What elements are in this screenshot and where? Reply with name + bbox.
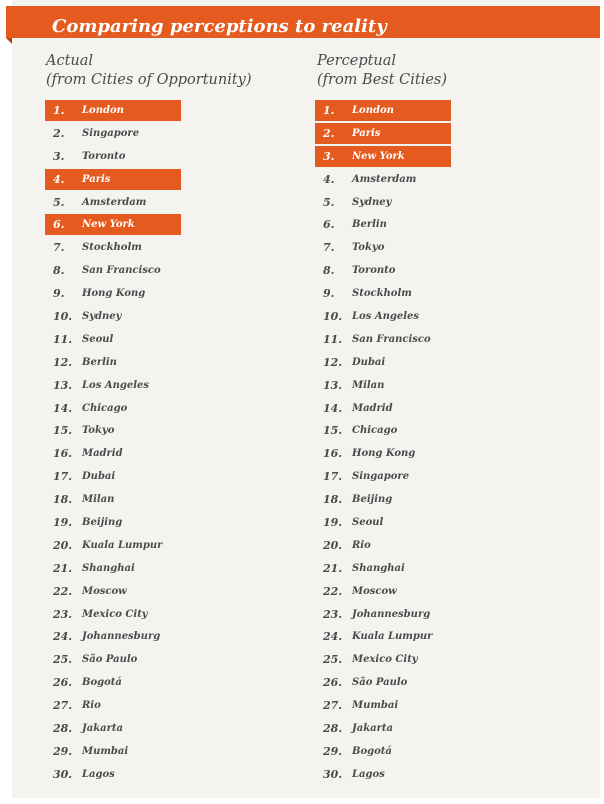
rank-number: 3.: [53, 149, 65, 163]
rank-number: 27.: [53, 699, 73, 713]
city-name: Jakarta: [82, 723, 123, 735]
perceptual-heading-title: Perceptual: [317, 53, 397, 69]
perceptual-list-item: [315, 375, 451, 396]
rank-number: 1.: [53, 104, 65, 117]
city-name: Kuala Lumpur: [82, 539, 163, 551]
rank-number: 2.: [323, 126, 335, 140]
city-name: Bogotá: [82, 677, 122, 689]
city-name: Sydney: [352, 196, 392, 208]
city-name: Moscow: [352, 585, 397, 597]
rank-number: 12.: [323, 355, 343, 369]
perceptual-list-item: [315, 398, 451, 419]
city-name: Amsterdam: [352, 173, 417, 185]
rank-number: 28.: [53, 722, 73, 736]
city-name: Mexico City: [82, 608, 148, 620]
rank-number: 18.: [323, 493, 343, 507]
rank-number: 1.: [323, 104, 335, 117]
rank-number: 29.: [323, 744, 343, 758]
rank-number: 26.: [53, 676, 73, 690]
city-name: Paris: [82, 173, 111, 185]
city-name: Kuala Lumpur: [352, 631, 433, 643]
rank-number: 5.: [53, 195, 65, 209]
city-name: Milan: [352, 379, 385, 391]
actual-list-item: [45, 672, 181, 693]
actual-list-item: [45, 443, 181, 464]
rank-number: 12.: [53, 355, 73, 369]
rank-number: 17.: [323, 470, 343, 484]
rank-number: 24.: [323, 630, 343, 644]
city-name: Tokyo: [352, 242, 385, 254]
page-title: Comparing perceptions to reality: [52, 16, 387, 37]
city-name: Los Angeles: [352, 311, 419, 323]
rank-number: 9.: [323, 287, 335, 301]
actual-list-item: [45, 695, 181, 716]
city-name: Bogotá: [352, 745, 392, 757]
perceptual-list-item: [315, 100, 451, 121]
city-name: Mumbai: [352, 700, 399, 712]
city-name: Stockholm: [82, 242, 142, 254]
rank-number: 9.: [53, 287, 65, 301]
rank-number: 25.: [53, 653, 73, 667]
rank-number: 7.: [323, 241, 335, 255]
perceptual-list-item: [315, 260, 451, 281]
city-name: Seoul: [352, 517, 384, 529]
perceptual-list-item: [315, 581, 451, 602]
rank-number: 13.: [323, 378, 343, 392]
actual-list-item: [45, 100, 181, 121]
actual-list-item: [45, 306, 181, 327]
actual-list-item: [45, 581, 181, 602]
city-name: Dubai: [352, 356, 386, 368]
rank-number: 19.: [323, 516, 343, 530]
rank-number: 6.: [323, 218, 335, 232]
city-name: Chicago: [82, 402, 128, 414]
perceptual-list-item: [315, 718, 451, 739]
rank-number: 26.: [323, 676, 343, 690]
city-name: Hong Kong: [352, 448, 416, 460]
city-name: Sydney: [82, 311, 122, 323]
city-name: Mumbai: [82, 745, 129, 757]
rank-number: 21.: [53, 561, 73, 575]
city-name: Toronto: [352, 265, 396, 277]
perceptual-list-item: [315, 764, 451, 785]
rank-number: 20.: [53, 538, 73, 552]
perceptual-list-item: [315, 329, 451, 350]
rank-number: 10.: [323, 310, 343, 324]
actual-list-item: [45, 718, 181, 739]
city-name: Moscow: [82, 585, 127, 597]
actual-list-item: [45, 329, 181, 350]
rank-number: 16.: [323, 447, 343, 461]
actual-list-item: [45, 420, 181, 441]
rank-number: 4.: [53, 172, 65, 186]
city-name: Beijing: [352, 494, 393, 506]
rank-number: 10.: [53, 310, 73, 324]
actual-ranking-list: [45, 100, 181, 787]
city-name: Johannesburg: [82, 631, 161, 643]
rank-number: 15.: [323, 424, 343, 438]
city-name: Madrid: [82, 448, 123, 460]
actual-list-item: [45, 283, 181, 304]
perceptual-list-item: [315, 214, 451, 235]
actual-list-item: [45, 375, 181, 396]
city-name: Jakarta: [352, 723, 393, 735]
rank-number: 3.: [323, 149, 335, 163]
perceptual-list-item: [315, 558, 451, 579]
rank-number: 21.: [323, 561, 343, 575]
perceptual-heading-source: (from Best Cities): [317, 72, 448, 88]
city-name: San Francisco: [352, 333, 431, 345]
city-name: Rio: [352, 539, 371, 551]
city-name: São Paulo: [82, 654, 138, 666]
rank-number: 17.: [53, 470, 73, 484]
perceptual-list-item: [315, 123, 451, 144]
actual-list-item: [45, 741, 181, 762]
city-name: Milan: [82, 494, 115, 506]
perceptual-list-item: [315, 352, 451, 373]
perceptual-list-item: [315, 626, 451, 647]
rank-number: 22.: [53, 584, 73, 598]
city-name: Beijing: [82, 517, 123, 529]
actual-list-item: [45, 466, 181, 487]
rank-number: 22.: [323, 584, 343, 598]
city-name: Dubai: [82, 471, 116, 483]
city-name: Singapore: [352, 471, 410, 483]
perceptual-list-item: [315, 672, 451, 693]
city-name: Rio: [82, 700, 101, 712]
city-name: Stockholm: [352, 288, 412, 300]
perceptual-list-item: [315, 649, 451, 670]
rank-number: 24.: [53, 630, 73, 644]
rank-number: 11.: [53, 332, 73, 346]
city-name: Singapore: [82, 127, 140, 139]
perceptual-list-item: [315, 695, 451, 716]
actual-list-item: [45, 626, 181, 647]
actual-column-heading: [46, 52, 252, 90]
rank-number: 11.: [323, 332, 343, 346]
city-name: Toronto: [82, 150, 126, 162]
city-name: Chicago: [352, 425, 398, 437]
actual-list-item: [45, 146, 181, 167]
city-name: Tokyo: [82, 425, 115, 437]
city-name: Mexico City: [352, 654, 418, 666]
perceptual-list-item: [315, 169, 451, 190]
rank-number: 8.: [323, 264, 335, 278]
actual-list-item: [45, 260, 181, 281]
city-name: London: [352, 105, 394, 116]
perceptual-list-item: [315, 237, 451, 258]
perceptual-list-item: [315, 146, 451, 167]
banner-fold-left: [6, 38, 12, 44]
city-name: Los Angeles: [82, 379, 149, 391]
actual-list-item: [45, 214, 181, 235]
perceptual-list-item: [315, 466, 451, 487]
city-name: Berlin: [82, 356, 117, 368]
city-name: Berlin: [352, 219, 387, 231]
perceptual-list-item: [315, 535, 451, 556]
rank-number: 20.: [323, 538, 343, 552]
rank-number: 2.: [53, 126, 65, 140]
perceptual-list-item: [315, 420, 451, 441]
city-name: Madrid: [352, 402, 393, 414]
rank-number: 18.: [53, 493, 73, 507]
rank-number: 16.: [53, 447, 73, 461]
actual-list-item: [45, 352, 181, 373]
actual-list-item: [45, 512, 181, 533]
rank-number: 19.: [53, 516, 73, 530]
rank-number: 5.: [323, 195, 335, 209]
rank-number: 28.: [323, 722, 343, 736]
actual-list-item: [45, 169, 181, 190]
rank-number: 14.: [53, 401, 73, 415]
city-name: Shanghai: [352, 562, 405, 574]
rank-number: 14.: [323, 401, 343, 415]
perceptual-list-item: [315, 604, 451, 625]
rank-number: 25.: [323, 653, 343, 667]
perceptual-list-item: [315, 306, 451, 327]
city-name: Lagos: [352, 768, 385, 780]
perceptual-list-item: [315, 192, 451, 213]
rank-number: 23.: [323, 607, 343, 621]
actual-heading-title: Actual: [46, 53, 94, 69]
perceptual-ranking-list: [315, 100, 451, 787]
city-name: Amsterdam: [82, 196, 147, 208]
city-name: New York: [352, 150, 405, 162]
actual-list-item: [45, 649, 181, 670]
actual-list-item: [45, 604, 181, 625]
city-name: Paris: [352, 127, 381, 139]
actual-list-item: [45, 192, 181, 213]
city-name: Hong Kong: [82, 288, 146, 300]
actual-list-item: [45, 237, 181, 258]
perceptual-column-heading: [317, 52, 447, 90]
city-name: London: [82, 105, 124, 116]
actual-list-item: [45, 535, 181, 556]
rank-number: 6.: [53, 218, 65, 232]
actual-list-item: [45, 398, 181, 419]
rank-number: 23.: [53, 607, 73, 621]
actual-list-item: [45, 764, 181, 785]
perceptual-list-item: [315, 443, 451, 464]
rank-number: 29.: [53, 744, 73, 758]
actual-list-item: [45, 558, 181, 579]
city-name: Shanghai: [82, 562, 135, 574]
perceptual-list-item: [315, 489, 451, 510]
city-name: Seoul: [82, 333, 114, 345]
city-name: New York: [82, 219, 135, 231]
city-name: São Paulo: [352, 677, 408, 689]
actual-heading-source: (from Cities of Opportunity): [46, 72, 252, 88]
rank-number: 27.: [323, 699, 343, 713]
perceptual-list-item: [315, 512, 451, 533]
rank-number: 15.: [53, 424, 73, 438]
actual-list-item: [45, 489, 181, 510]
rank-number: 30.: [53, 767, 73, 781]
city-name: San Francisco: [82, 265, 161, 277]
title-banner: [6, 6, 600, 38]
city-name: Lagos: [82, 768, 115, 780]
city-name: Johannesburg: [352, 608, 431, 620]
perceptual-list-item: [315, 741, 451, 762]
rank-number: 7.: [53, 241, 65, 255]
rank-number: 4.: [323, 172, 335, 186]
rank-number: 30.: [323, 767, 343, 781]
actual-list-item: [45, 123, 181, 144]
rank-number: 8.: [53, 264, 65, 278]
perceptual-list-item: [315, 283, 451, 304]
rank-number: 13.: [53, 378, 73, 392]
